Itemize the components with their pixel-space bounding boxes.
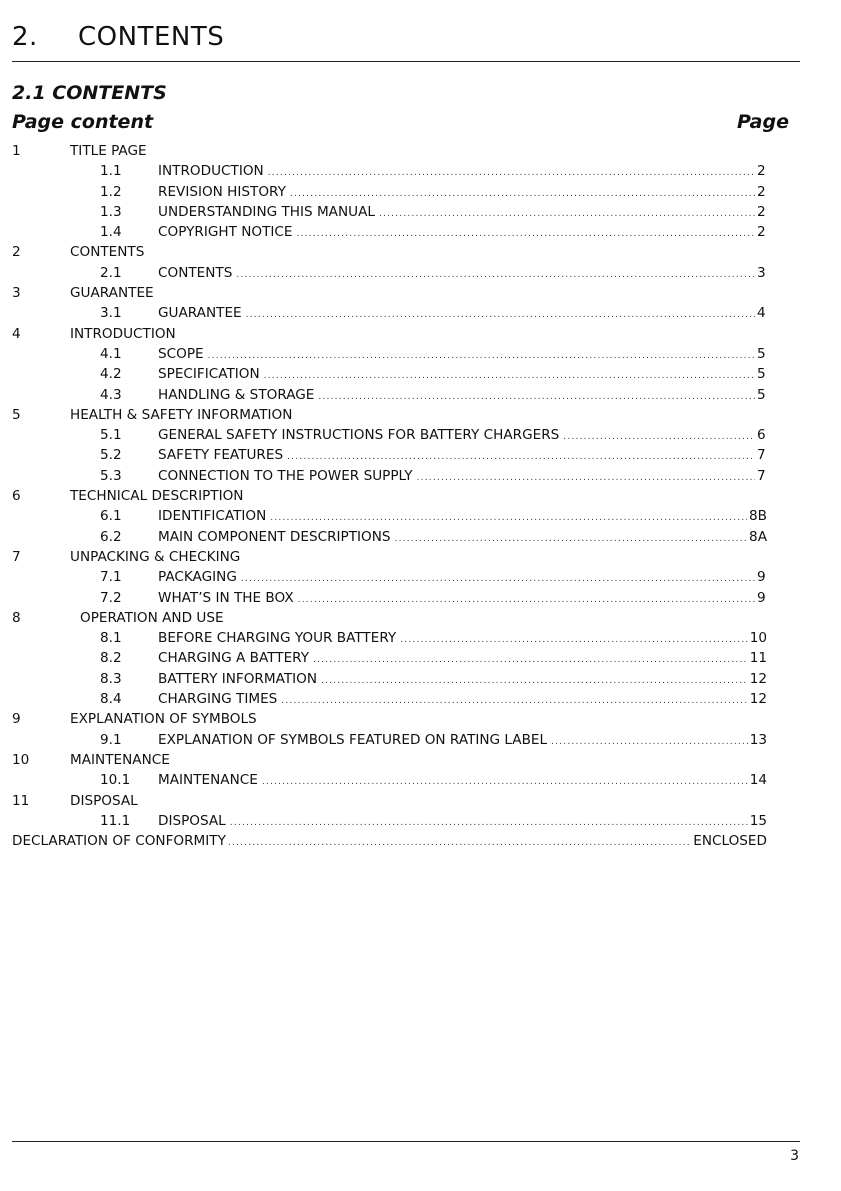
toc-final-title: DECLARATION OF CONFORMITY xyxy=(12,833,226,850)
toc-chapter-title: CONTENTS xyxy=(70,244,145,261)
toc-entry-number: 6.1 xyxy=(100,508,122,525)
toc-chapter-title: EXPLANATION OF SYMBOLS xyxy=(70,711,257,728)
toc-chapter-row[interactable] xyxy=(12,608,767,628)
toc-entry-number: 1.1 xyxy=(100,163,122,180)
toc-chapter-number: 2 xyxy=(12,244,21,261)
dot-leader xyxy=(241,569,755,589)
dot-leader xyxy=(395,529,748,549)
toc-entry[interactable] xyxy=(12,263,767,283)
toc-entry-number: 4.3 xyxy=(100,386,122,403)
toc-entry-title: DISPOSAL xyxy=(158,812,226,829)
toc-entry-page: 9 xyxy=(757,569,766,586)
toc-entry-page: 3 xyxy=(757,264,766,281)
toc-chapter-row[interactable] xyxy=(12,283,767,303)
table-of-contents xyxy=(12,141,767,851)
toc-entry-number: 4.1 xyxy=(100,345,122,362)
toc-entry-number: 8.1 xyxy=(100,630,122,647)
toc-chapter-number: 9 xyxy=(12,711,21,728)
toc-entry-title: CHARGING TIMES xyxy=(158,691,278,708)
header-divider xyxy=(12,61,800,62)
dot-leader xyxy=(417,468,755,488)
toc-chapter-title: DISPOSAL xyxy=(70,792,138,809)
toc-entry-page: 5 xyxy=(757,386,766,403)
toc-entry[interactable] xyxy=(12,222,767,242)
toc-entry-title: SPECIFICATION xyxy=(158,366,260,383)
toc-entry-page: 7 xyxy=(757,447,766,464)
toc-entry-page: 8A xyxy=(749,528,767,545)
toc-entry[interactable] xyxy=(12,425,767,445)
toc-entry[interactable] xyxy=(12,669,767,689)
toc-entry-title: INTRODUCTION xyxy=(158,163,264,180)
toc-chapter-title: OPERATION AND USE xyxy=(80,609,224,626)
toc-entry-page: 9 xyxy=(757,589,766,606)
toc-entry[interactable] xyxy=(12,567,767,587)
dot-leader xyxy=(230,813,748,833)
toc-chapter-number: 8 xyxy=(12,609,21,626)
toc-entry-number: 4.2 xyxy=(100,366,122,383)
toc-entry-title: WHAT’S IN THE BOX xyxy=(158,589,294,606)
toc-entry-number: 5.2 xyxy=(100,447,122,464)
toc-entry[interactable] xyxy=(12,344,767,364)
dot-leader xyxy=(270,508,747,528)
toc-entry-title: GENERAL SAFETY INSTRUCTIONS FOR BATTERY CHARGERS xyxy=(158,427,560,444)
toc-chapter-number: 5 xyxy=(12,406,21,423)
toc-chapter-row[interactable] xyxy=(12,486,767,506)
toc-entry-title: MAIN COMPONENT DESCRIPTIONS xyxy=(158,528,391,545)
toc-chapter-row[interactable] xyxy=(12,547,767,567)
dot-leader xyxy=(297,224,756,244)
toc-entry-number: 8.4 xyxy=(100,691,122,708)
toc-entry[interactable] xyxy=(12,466,767,486)
toc-entry-number: 6.2 xyxy=(100,528,122,545)
chapter-heading xyxy=(12,22,224,52)
dot-leader xyxy=(236,265,755,285)
toc-entry[interactable] xyxy=(12,648,767,668)
toc-entry[interactable] xyxy=(12,385,767,405)
toc-entry-number: 8.3 xyxy=(100,670,122,687)
toc-final-page: ENCLOSED xyxy=(693,833,767,850)
toc-entry-page: 5 xyxy=(757,345,766,362)
toc-chapter-row[interactable] xyxy=(12,242,767,262)
toc-entry-page: 15 xyxy=(749,812,767,829)
toc-chapter-number: 10 xyxy=(12,751,30,768)
dot-leader xyxy=(264,366,755,386)
section-heading: 2.1 CONTENTS xyxy=(12,82,167,104)
toc-entry-number: 11.1 xyxy=(100,812,131,829)
toc-chapter-number: 1 xyxy=(12,143,21,159)
toc-entry-page: 10 xyxy=(749,630,767,647)
toc-entry[interactable] xyxy=(12,730,767,750)
toc-entry-page: 14 xyxy=(749,772,767,789)
toc-entry[interactable] xyxy=(12,588,767,608)
chapter-number: 2. xyxy=(12,22,38,52)
dot-leader xyxy=(262,772,748,792)
toc-entry-page: 2 xyxy=(757,203,766,220)
toc-entry-title: GUARANTEE xyxy=(158,305,242,322)
toc-entry-page: 2 xyxy=(757,224,766,241)
toc-entry-number: 8.2 xyxy=(100,650,122,667)
toc-chapter-title: GUARANTEE xyxy=(70,285,154,302)
dot-leader xyxy=(318,387,755,407)
toc-entry-title: IDENTIFICATION xyxy=(158,508,267,525)
toc-entry-title: UNDERSTANDING THIS MANUAL xyxy=(158,203,375,220)
toc-entry-number: 3.1 xyxy=(100,305,122,322)
dot-leader xyxy=(321,671,748,691)
toc-entry[interactable] xyxy=(12,364,767,384)
dot-leader xyxy=(298,590,755,610)
toc-entry-page: 6 xyxy=(757,427,766,444)
toc-entry-title: REVISION HISTORY xyxy=(158,183,286,200)
page-number: 3 xyxy=(790,1148,799,1164)
toc-chapter-title: HEALTH & SAFETY INFORMATION xyxy=(70,406,293,423)
toc-entry[interactable] xyxy=(12,445,767,465)
toc-entry-number: 9.1 xyxy=(100,731,122,748)
toc-entry-title: EXPLANATION OF SYMBOLS FEATURED ON RATING LABEL xyxy=(158,731,548,748)
dot-leader xyxy=(208,346,755,366)
dot-leader xyxy=(290,184,755,204)
toc-chapter-number: 4 xyxy=(12,325,21,342)
toc-entry-page: 12 xyxy=(749,691,767,708)
toc-chapter-row[interactable] xyxy=(12,791,767,811)
toc-entry[interactable] xyxy=(12,202,767,222)
toc-entry[interactable] xyxy=(12,811,767,831)
dot-leader xyxy=(379,204,755,224)
toc-chapter-row[interactable] xyxy=(12,324,767,344)
toc-chapter-number: 7 xyxy=(12,548,21,565)
toc-chapter-number: 6 xyxy=(12,488,21,505)
dot-leader xyxy=(246,305,755,325)
toc-entry-page: 5 xyxy=(757,366,766,383)
toc-entry-title: CONNECTION TO THE POWER SUPPLY xyxy=(158,467,413,484)
dot-leader xyxy=(268,163,755,183)
toc-entry-title: SAFETY FEATURES xyxy=(158,447,284,464)
toc-entry-number: 2.1 xyxy=(100,264,122,281)
toc-entry-title: BEFORE CHARGING YOUR BATTERY xyxy=(158,630,397,647)
toc-entry-page: 2 xyxy=(757,163,766,180)
footer-divider xyxy=(12,1141,800,1142)
toc-final-entry[interactable] xyxy=(12,831,767,851)
toc-chapter-title: TITLE PAGE xyxy=(70,143,147,159)
toc-entry-number: 10.1 xyxy=(100,772,131,789)
toc-entry-page: 7 xyxy=(757,467,766,484)
toc-entry-number: 1.4 xyxy=(100,224,122,241)
toc-entry-title: SCOPE xyxy=(158,345,204,362)
toc-entry-number: 7.2 xyxy=(100,589,122,606)
dot-leader xyxy=(563,427,755,447)
toc-entry[interactable] xyxy=(12,527,767,547)
toc-entry-page: 8B xyxy=(749,508,767,525)
chapter-title: CONTENTS xyxy=(78,22,225,52)
dot-leader xyxy=(281,691,747,711)
toc-entry-title: CONTENTS xyxy=(158,264,233,281)
toc-entry-number: 1.2 xyxy=(100,183,122,200)
toc-chapter-row[interactable] xyxy=(12,709,767,729)
toc-entry[interactable] xyxy=(12,303,767,323)
toc-entry-number: 5.3 xyxy=(100,467,122,484)
toc-entry-page: 12 xyxy=(749,670,767,687)
toc-chapter-row[interactable] xyxy=(12,405,767,425)
toc-chapter-row[interactable] xyxy=(12,750,767,770)
toc-entry-title: COPYRIGHT NOTICE xyxy=(158,224,293,241)
toc-entry-page: 13 xyxy=(749,731,767,748)
toc-chapter-title: MAINTENANCE xyxy=(70,751,170,768)
toc-chapter-title: TECHNICAL DESCRIPTION xyxy=(70,488,244,505)
column-header-page: Page xyxy=(736,111,789,133)
toc-entry[interactable] xyxy=(12,161,767,181)
toc-entry-page: 4 xyxy=(757,305,766,322)
toc-chapter-number: 11 xyxy=(12,792,30,809)
toc-entry-page: 2 xyxy=(757,183,766,200)
toc-chapter-number: 3 xyxy=(12,285,21,302)
dot-leader xyxy=(313,650,748,670)
toc-entry[interactable] xyxy=(12,506,767,526)
dot-leader xyxy=(228,833,691,853)
toc-entry-title: CHARGING A BATTERY xyxy=(158,650,310,667)
dot-leader xyxy=(400,630,747,650)
toc-entry-title: MAINTENANCE xyxy=(158,772,258,789)
toc-entry-title: PACKAGING xyxy=(158,569,237,586)
toc-entry[interactable] xyxy=(12,182,767,202)
toc-chapter-title: UNPACKING & CHECKING xyxy=(70,548,241,565)
toc-chapter-title: INTRODUCTION xyxy=(70,325,176,342)
toc-entry-number: 1.3 xyxy=(100,203,122,220)
toc-chapter-row[interactable] xyxy=(12,141,767,161)
column-header-content: Page content xyxy=(12,111,154,133)
toc-entry[interactable] xyxy=(12,689,767,709)
toc-entry-title: HANDLING & STORAGE xyxy=(158,386,315,403)
dot-leader xyxy=(287,447,755,467)
dot-leader xyxy=(551,732,748,752)
toc-entry[interactable] xyxy=(12,628,767,648)
toc-entry-number: 7.1 xyxy=(100,569,122,586)
toc-entry-title: BATTERY INFORMATION xyxy=(158,670,318,687)
toc-entry[interactable] xyxy=(12,770,767,790)
toc-entry-page: 11 xyxy=(749,650,767,667)
toc-entry-number: 5.1 xyxy=(100,427,122,444)
